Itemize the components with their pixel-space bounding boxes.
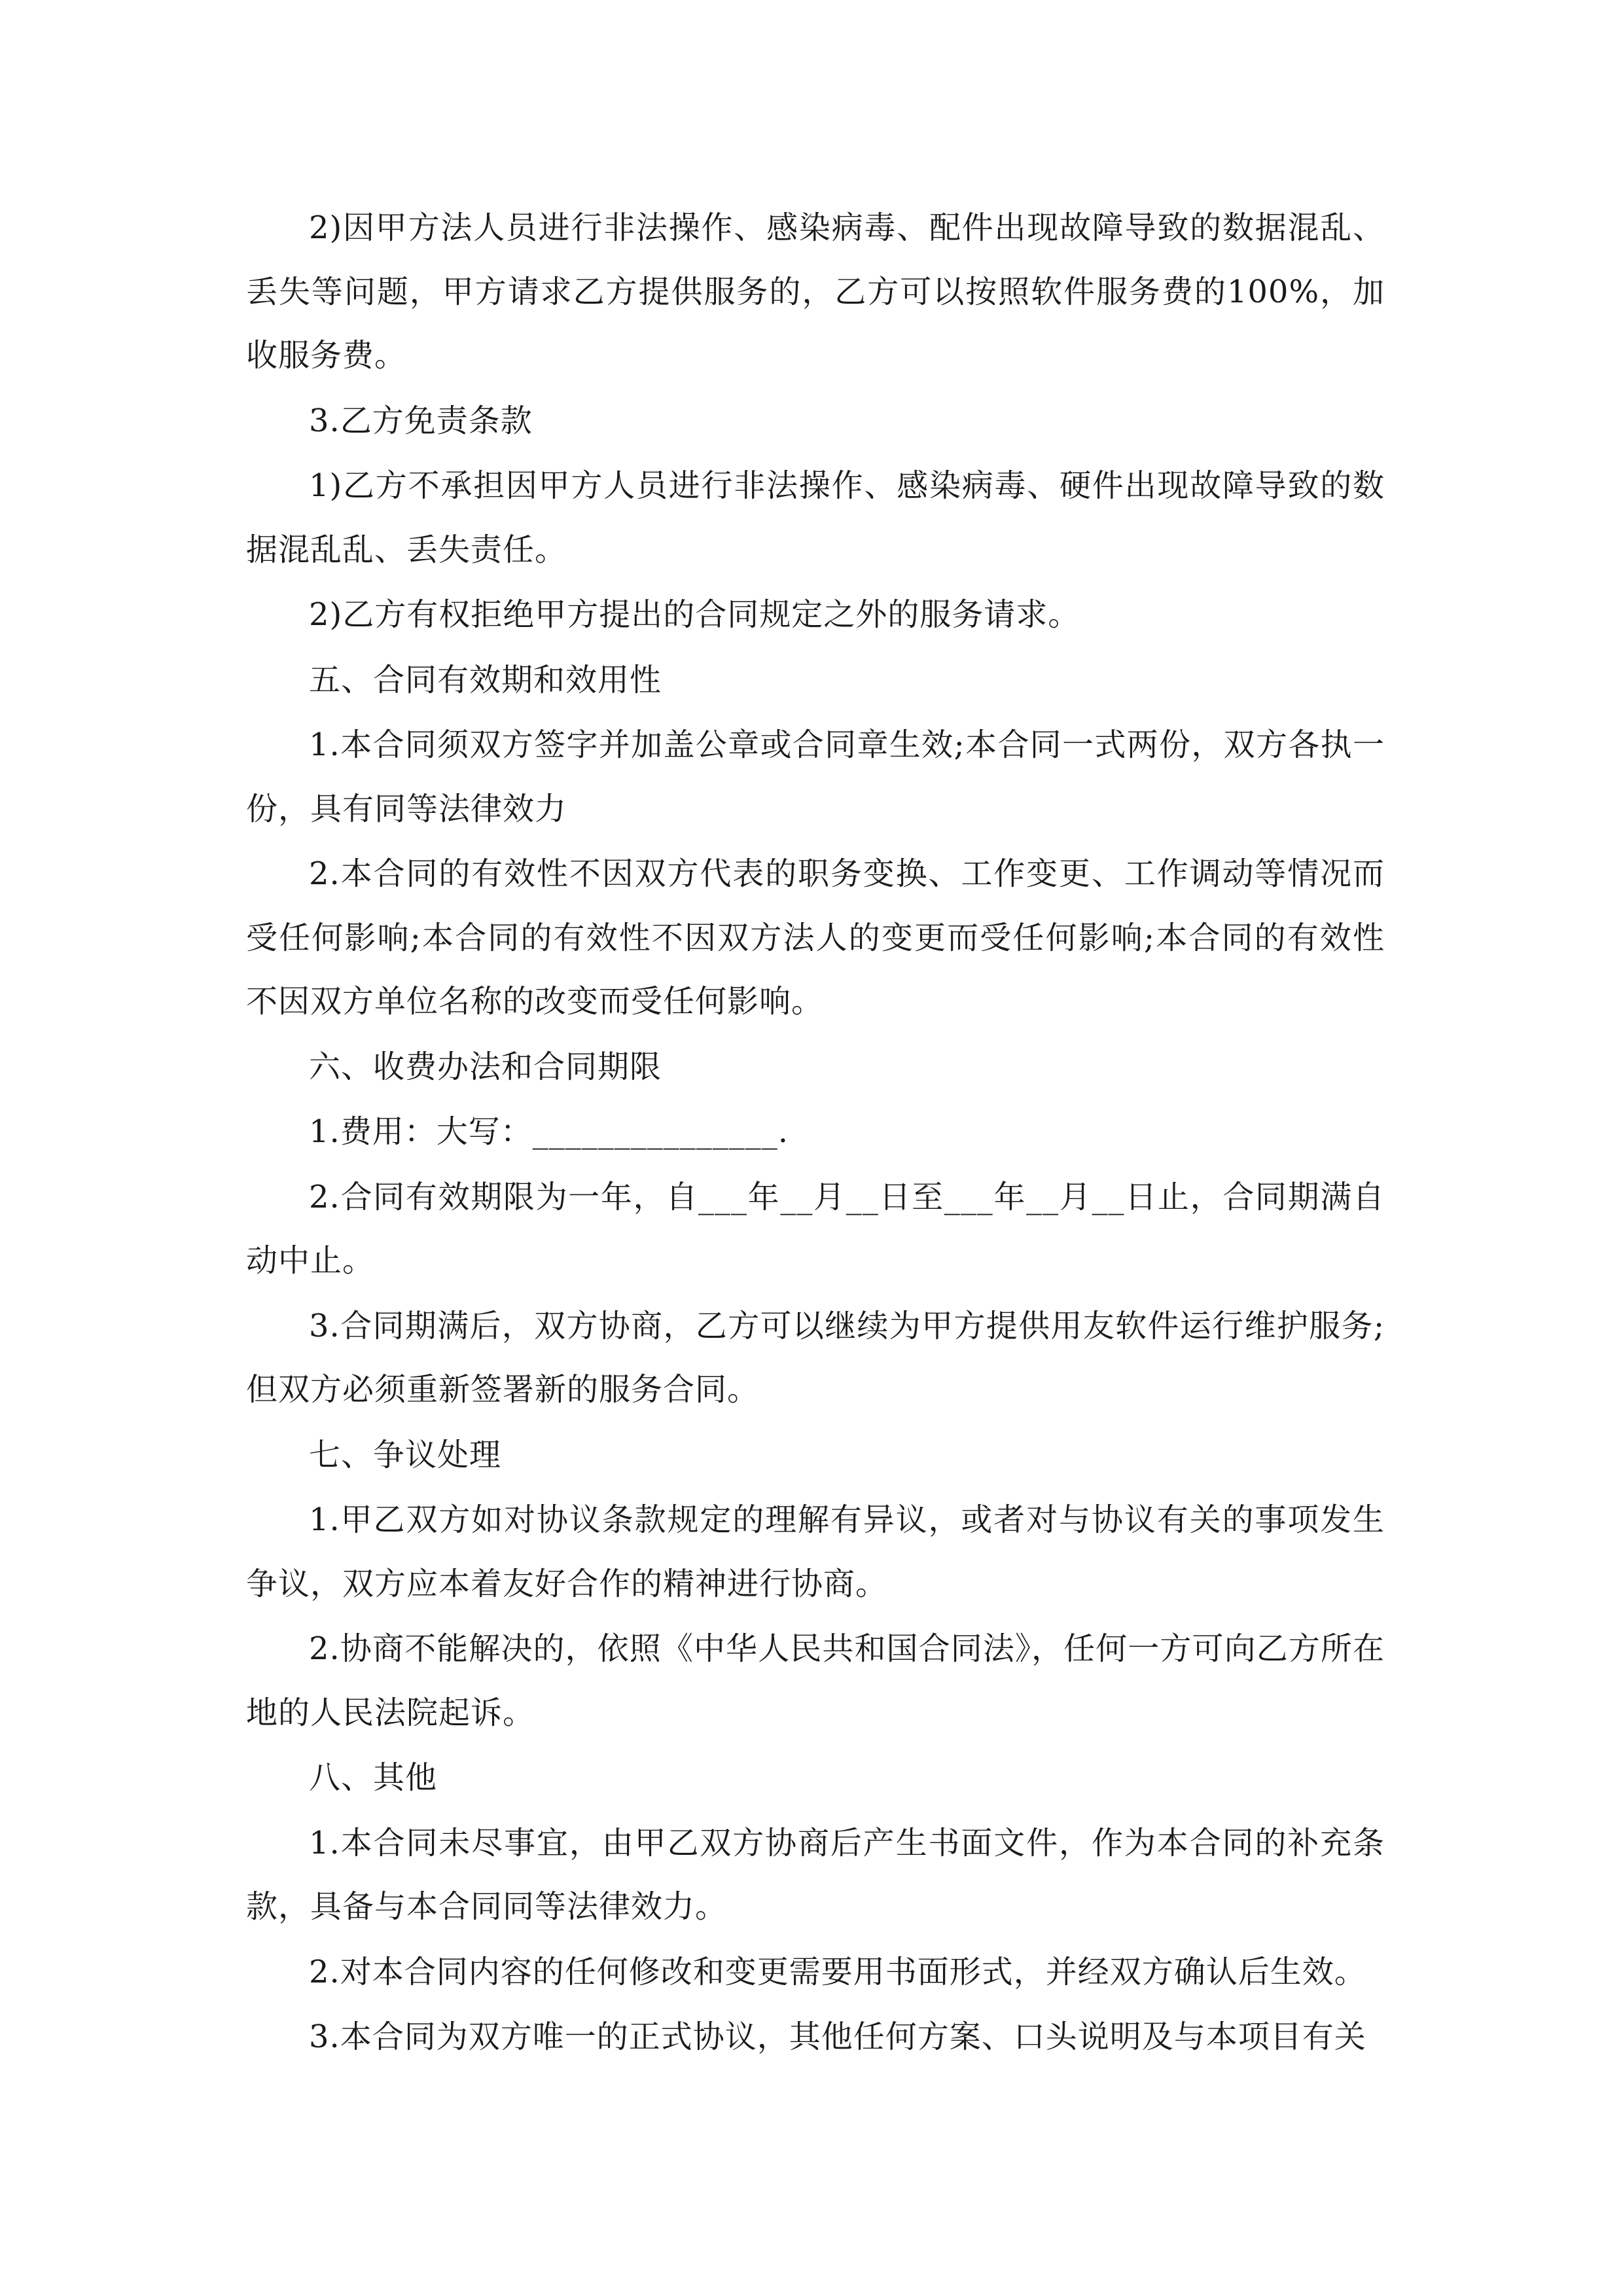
paragraph-clause-2-fees: 2)因甲方法人员进行非法操作、感染病毒、配件出现故障导致的数据混乱、丢失等问题，甲方请求乙方提供服务的，乙方可以按照软件服务费的100%，加收服务费。 (246, 209, 1385, 374)
paragraph-section8-1: 1.本合同未尽事宜，由甲乙双方协商后产生书面文件，作为本合同的补充条款，具备与本合同同等法律效力。 (246, 1824, 1385, 1925)
paragraph-exemption-1: 1)乙方不承担因甲方人员进行非法操作、感染病毒、硬件出现故障导致的数据混乱乱、丢失责任。 (246, 467, 1385, 568)
paragraph-section6-1: 1.费用：大写：_______________. (309, 1113, 789, 1150)
section-heading-8: 八、其他 (309, 1759, 438, 1796)
paragraph-section6-2: 2.合同有效期限为一年，自___年__月__日至___年__月__日止，合同期满自动中止。 (246, 1178, 1385, 1279)
subheading-exemption-clause: 3.乙方免责条款 (309, 402, 533, 439)
document-page (246, 196, 1385, 2071)
paragraph-section8-3: 3.本合同为双方唯一的正式协议，其他任何方案、口头说明及与本项目有关 (309, 2018, 1366, 2055)
paragraph-section7-1: 1.甲乙双方如对协议条款规定的理解有异议，或者对与协议有关的事项发生争议，双方应本着友好合作的精神进行协商。 (246, 1501, 1385, 1602)
paragraph-section6-3: 3.合同期满后，双方协商，乙方可以继续为甲方提供用友软件运行维护服务;但双方必须重新签署新的服务合同。 (246, 1307, 1385, 1408)
section-heading-6: 六、收费办法和合同期限 (309, 1048, 662, 1085)
section-heading-7: 七、争议处理 (309, 1436, 502, 1473)
section-heading-5: 五、合同有效期和效用性 (309, 661, 662, 698)
paragraph-section5-2: 2.本合同的有效性不因双方代表的职务变换、工作变更、工作调动等情况而受任何影响;本合同的有效性不因双方法人的变更而受任何影响;本合同的有效性不因双方单位名称的改变而受任何影响。 (246, 855, 1385, 1020)
paragraph-section5-1: 1.本合同须双方签字并加盖公章或合同章生效;本合同一式两份，双方各执一份，具有同等法律效力 (246, 726, 1385, 827)
paragraph-exemption-2: 2)乙方有权拒绝甲方提出的合同规定之外的服务请求。 (309, 596, 1080, 633)
paragraph-section8-2: 2.对本合同内容的任何修改和变更需要用书面形式，并经双方确认后生效。 (309, 1953, 1366, 1990)
paragraph-section7-2: 2.协商不能解决的，依照《中华人民共和国合同法》，任何一方可向乙方所在地的人民法院起诉。 (246, 1630, 1385, 1731)
